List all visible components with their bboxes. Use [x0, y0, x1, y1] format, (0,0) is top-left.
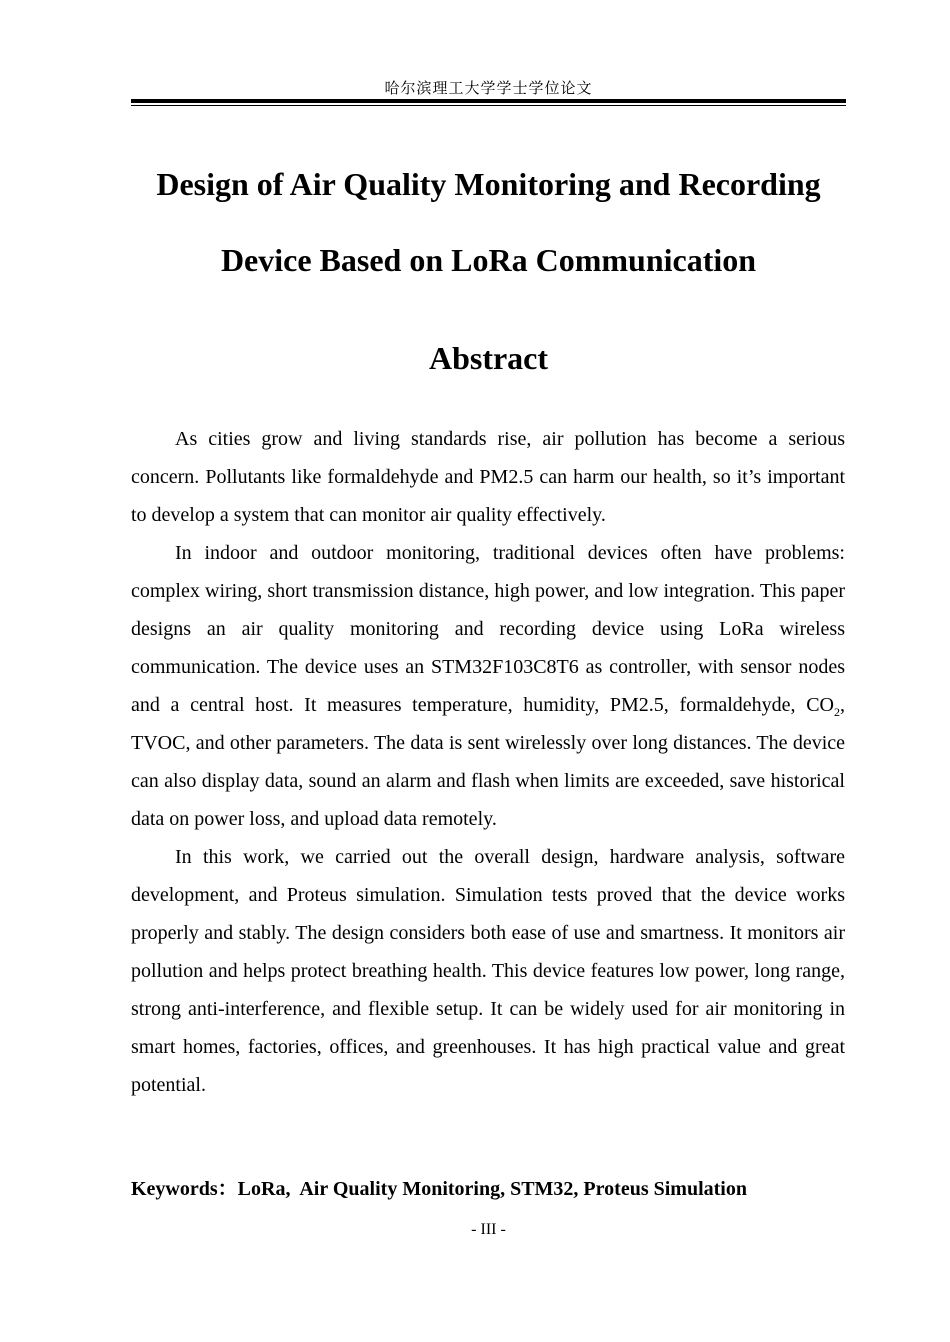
header-rule-thick — [131, 99, 846, 103]
co2-subscript: 2 — [834, 705, 840, 719]
running-header: 哈尔滨理工大学学士学位论文 — [384, 79, 593, 97]
keywords-line — [131, 1174, 846, 1204]
keywords-label: Keywords： — [131, 1178, 238, 1200]
paper-title — [131, 146, 846, 298]
header-rule-thin — [131, 105, 846, 106]
abstract-paragraph-3: In this work, we carried out the overall design, hardware analysis, software development, and Proteus simulation. Simulation tests proved that the device works properly and stably. The design considers both ease of use and smartness. It monitors air pollution and helps protect breathing health. This device features low power, long range, strong anti-interference, and flexible setup. It can be widely used for air monitoring in smart homes, factories, offices, and greenhouses. It has high practical value and great potential. — [131, 846, 845, 1096]
abstract-body — [131, 420, 845, 1104]
paper-title-line-1: Design of Air Quality Monitoring and Recording — [156, 166, 821, 202]
keywords-values: LoRa, Air Quality Monitoring, STM32, Proteus Simulation — [237, 1178, 747, 1200]
abstract-paragraph-1: As cities grow and living standards rise, air pollution has become a serious concern. Pollutants like formaldehyde and PM2.5 can harm our health, so it’s important to develop a system that can monitor air quality effectively. — [131, 428, 845, 526]
paragraph-2-text-end: , TVOC, and other parameters. The data is sent wirelessly over long distances. The device can also display data, sound an alarm and flash when limits are exceeded, save historical data on power loss, and upload data remotely. — [131, 694, 845, 830]
abstract-paragraph-2 — [131, 534, 845, 838]
paragraph-2-text-start: In indoor and outdoor monitoring, traditional devices often have problems: complex wiring, short transmission distance, high power, and low integration. This paper designs an air quality monitoring and recording device using LoRa wireless communication. The device uses an STM32F103C8T6 as controller, with sensor nodes and a central host. It measures temperature, humidity, PM2.5, formaldehyde, CO — [131, 542, 845, 716]
page-number: - III - — [471, 1221, 506, 1238]
paper-title-line-2: Device Based on LoRa Communication — [220, 242, 757, 278]
abstract-heading: Abstract — [428, 340, 549, 376]
